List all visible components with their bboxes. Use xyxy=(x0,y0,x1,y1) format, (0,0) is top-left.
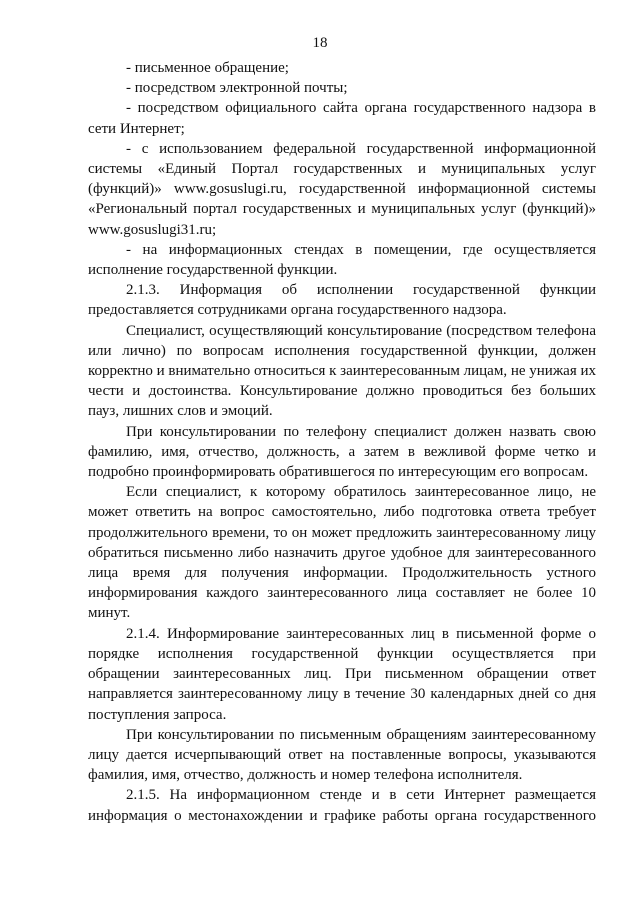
paragraph: 2.1.3. Информация об исполнении государственной функции предоставляется сотрудниками органа государственного надзора. xyxy=(88,282,596,319)
paragraph: - письменное обращение; xyxy=(126,60,289,76)
paragraph: 2.1.4. Информирование заинтересованных лиц в письменной форме о порядке исполнения государственной функции осуществляется при обращении заинтересованных лиц. При письменном обращении ответ направляется заинтересованному лицу в течение 30 календарных дней со дня поступления запроса. xyxy=(88,625,596,723)
paragraph: - посредством электронной почты; xyxy=(126,80,348,97)
paragraph: При консультировании по письменным обращениям заинтересованному лицу дается исчерпывающий ответ на поставленные вопросы, указываются фамилия, имя, отчество, должность и номер телефона исполнителя. xyxy=(88,726,596,784)
paragraph: - с использованием федеральной государственной информационной системы «Единый Портал государственных и муниципальных услуг (функций)» www.gosuslugi.ru, государственной информационной системы «Региональный портал государственных и муниципальных услуг (функций)» www.gosuslugi31.ru; xyxy=(88,140,596,238)
paragraph: 2.1.5. На информационном стенде и в сети Интернет размещается информация о местонахождении и графике работы органа государственного xyxy=(88,787,596,824)
page-number: 18 xyxy=(312,35,328,51)
paragraph: Специалист, осуществляющий консультирование (посредством телефона или лично) по вопросам исполнения государственной функции, должен корректно и внимательно относиться к заинтересованным лицам, не унижая их чести и достоинства. Консультирование должно проводиться без больших пауз, лишних слов и эмоций. xyxy=(88,322,597,420)
paragraph: - на информационных стендах в помещении, где осуществляется исполнение государственной функции. xyxy=(88,241,596,279)
paragraph: При консультировании по телефону специалист должен назвать свою фамилию, имя, отчество, должность, а затем в вежливой форме четко и подробно проинформировать обратившегося по интересующим его вопросам. xyxy=(88,423,596,481)
document-body xyxy=(88,58,596,826)
paragraph: - посредством официального сайта органа государственного надзора в сети Интернет; xyxy=(88,100,596,137)
paragraph: Если специалист, к которому обратилось заинтересованное лицо, не может ответить на вопрос самостоятельно, либо подготовка ответа требует продолжительного времени, то он может предложить заинтересованному лицу обратиться письменно либо назначить другое удобное для заинтересованного лица время для получения информации. Продолжительность устного информирования каждого заинтересованного лица составляет не более 10 минут. xyxy=(88,484,596,622)
